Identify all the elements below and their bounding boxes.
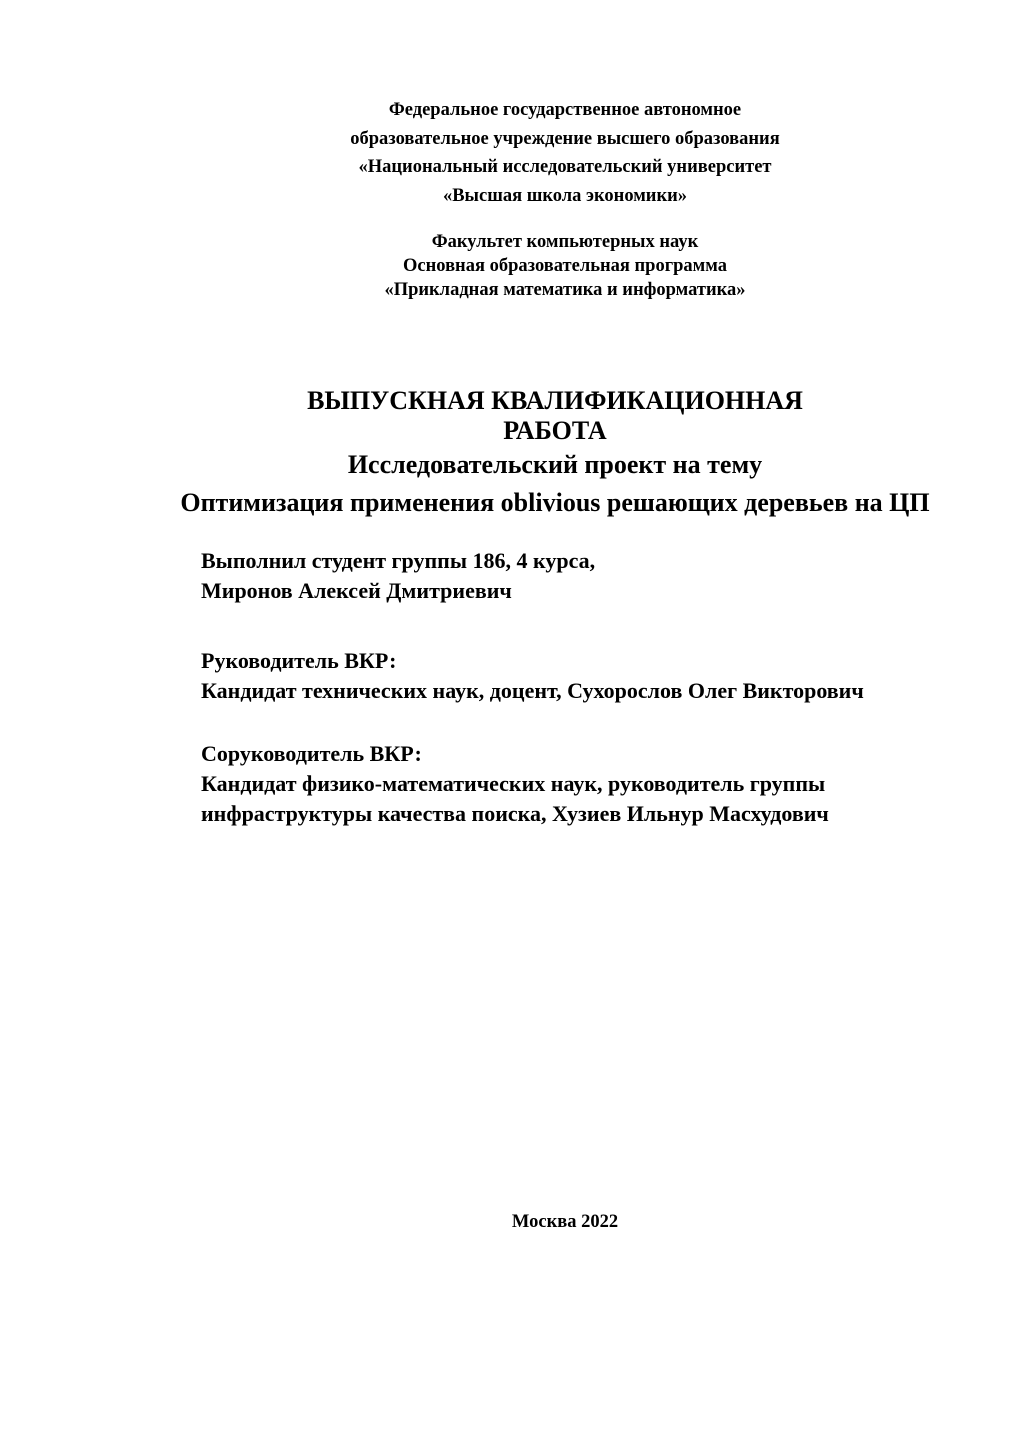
- institution-header: [60, 96, 1024, 210]
- institution-line-1: Федеральное государственное автономное: [388, 100, 742, 120]
- city-year: Москва 2022: [511, 1212, 619, 1232]
- student-block: [201, 546, 981, 606]
- cosupervisor-label: Соруководитель ВКР:: [201, 741, 422, 766]
- institution-line-3: «Национальный исследовательский университет: [358, 157, 772, 177]
- institution-line-2: образовательное учреждение высшего образования: [350, 128, 780, 149]
- student-name: Миронов Алексей Дмитриевич: [201, 578, 512, 603]
- cosupervisor-details-line-2: инфраструктуры качества поиска, Хузиев Ильнур Масхудович: [201, 801, 829, 826]
- project-line: Исследовательский проект на тему: [347, 450, 763, 479]
- cosupervisor-details-line-1: Кандидат физико-математических наук, руководитель группы: [201, 771, 826, 796]
- faculty-line-3: «Прикладная математика и информатика»: [384, 280, 746, 300]
- work-kind-line-2: РАБОТА: [503, 416, 607, 445]
- work-kind-line-1: ВЫПУСКНАЯ КВАЛИФИКАЦИОННАЯ: [307, 386, 803, 415]
- title-block: [20, 386, 1024, 522]
- faculty-block: [50, 230, 1024, 302]
- cosupervisor-block: [201, 739, 981, 829]
- faculty-line-2: Основная образовательная программа: [403, 256, 727, 276]
- supervisor-block: [201, 646, 981, 706]
- supervisor-label: Руководитель ВКР:: [201, 648, 397, 673]
- faculty-line-1: Факультет компьютерных наук: [431, 232, 699, 252]
- institution-line-4: «Высшая школа экономики»: [442, 185, 688, 206]
- supervisor-details: Кандидат технических наук, доцент, Сухорослов Олег Викторович: [201, 678, 864, 703]
- student-label: Выполнил студент группы 186, 4 курса,: [201, 548, 596, 573]
- topic-title: Оптимизация применения oblivious решающих деревьев на ЦП: [180, 488, 930, 517]
